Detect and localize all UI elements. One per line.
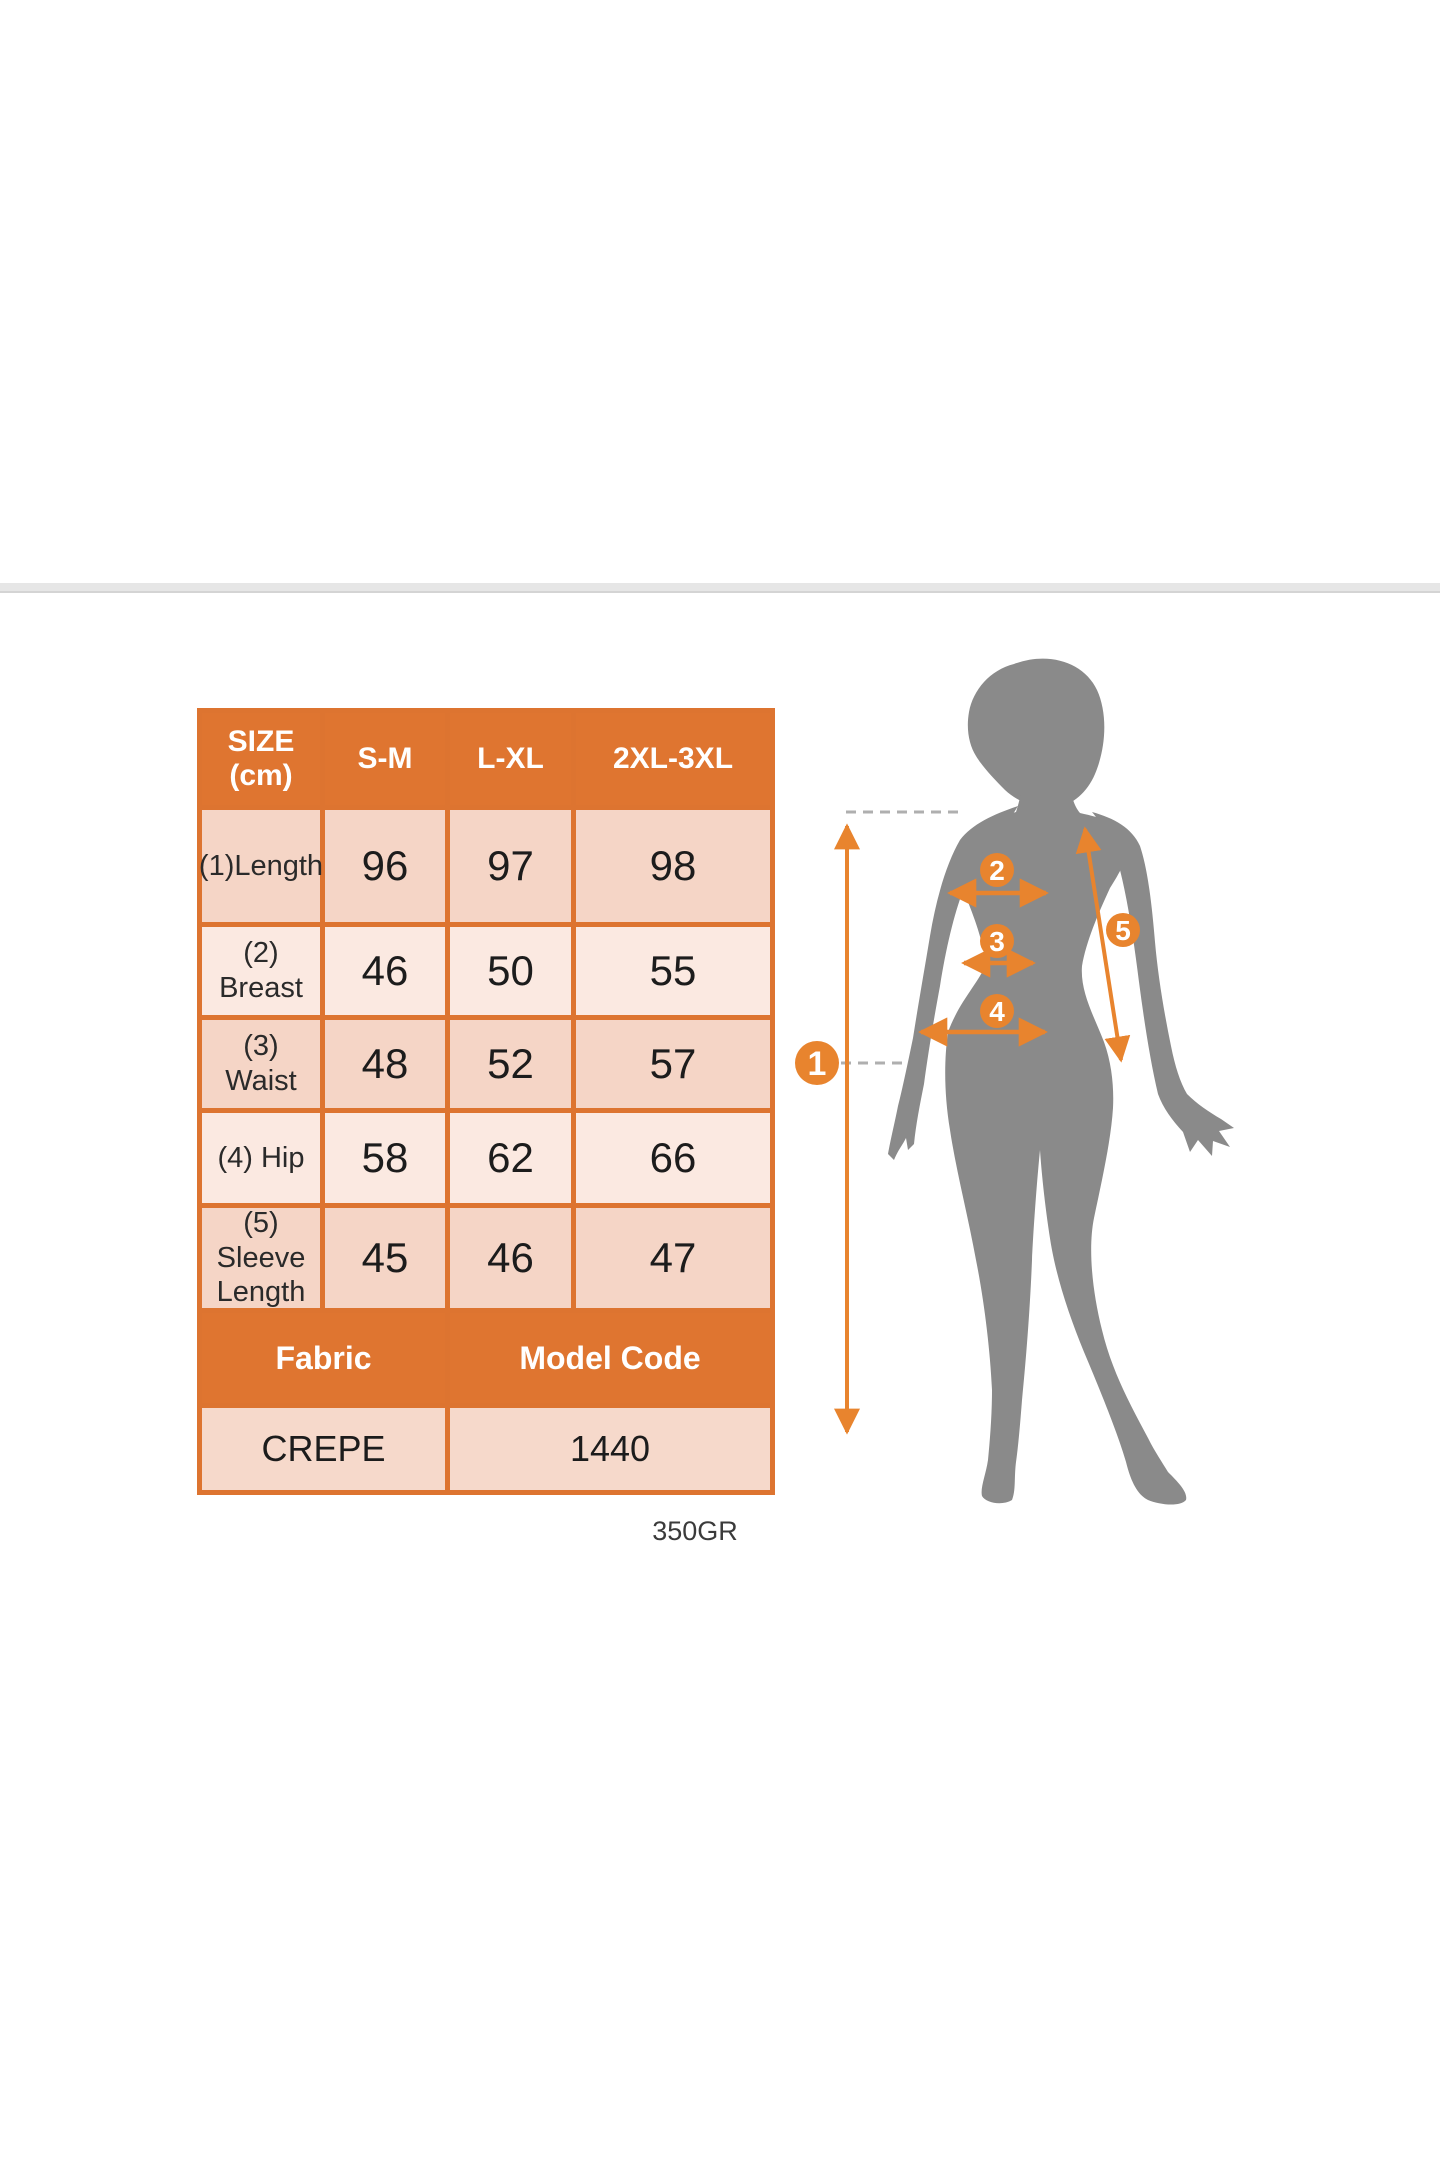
- row-label-length: (1)Length: [202, 810, 320, 922]
- weight-note: 350GR: [652, 1516, 738, 1546]
- measurement-figure: [780, 640, 1270, 1530]
- length-lxl: 97: [450, 810, 571, 922]
- size-chart-table: [197, 708, 775, 1495]
- marker-label-4: 4: [989, 996, 1005, 1027]
- marker-label-5: 5: [1115, 915, 1131, 946]
- column-header-lxl: L-XL: [450, 713, 571, 805]
- column-header-2xl3xl: 2XL-3XL: [576, 713, 770, 805]
- fabric-header-cell: Fabric: [202, 1313, 445, 1403]
- size-unit-header-cell: [202, 713, 320, 805]
- hip-2xl3xl: 66: [576, 1113, 770, 1203]
- breast-lxl: 50: [450, 927, 571, 1015]
- size-header-line1: SIZE: [227, 724, 295, 758]
- length-sm: 96: [325, 810, 445, 922]
- page-divider-line: [0, 583, 1440, 593]
- waist-sm: 48: [325, 1020, 445, 1108]
- row-label-sleeve-length: (5) Sleeve Length: [202, 1208, 320, 1308]
- marker-label-2: 2: [989, 855, 1005, 886]
- waist-lxl: 52: [450, 1020, 571, 1108]
- model-code-value-cell: 1440: [450, 1408, 770, 1490]
- hip-sm: 58: [325, 1113, 445, 1203]
- size-header-line2: (cm): [229, 759, 293, 792]
- row-label-hip: (4) Hip: [202, 1113, 320, 1203]
- sleeve-2xl3xl: 47: [576, 1208, 770, 1308]
- sleeve-sm: 45: [325, 1208, 445, 1308]
- model-code-header-cell: Model Code: [450, 1313, 770, 1403]
- length-2xl3xl: 98: [576, 810, 770, 922]
- breast-sm: 46: [325, 927, 445, 1015]
- row-label-breast: (2) Breast: [202, 927, 320, 1015]
- fabric-value-cell: CREPE: [202, 1408, 445, 1490]
- sleeve-lxl: 46: [450, 1208, 571, 1308]
- marker-label-3: 3: [989, 926, 1005, 957]
- silhouette-torso-legs: [945, 778, 1186, 1505]
- row-label-waist: (3) Waist: [202, 1020, 320, 1108]
- marker-label-1: 1: [807, 1045, 827, 1083]
- body-silhouette: [888, 659, 1234, 1505]
- breast-2xl3xl: 55: [576, 927, 770, 1015]
- hip-lxl: 62: [450, 1113, 571, 1203]
- waist-2xl3xl: 57: [576, 1020, 770, 1108]
- column-header-sm: S-M: [325, 713, 445, 805]
